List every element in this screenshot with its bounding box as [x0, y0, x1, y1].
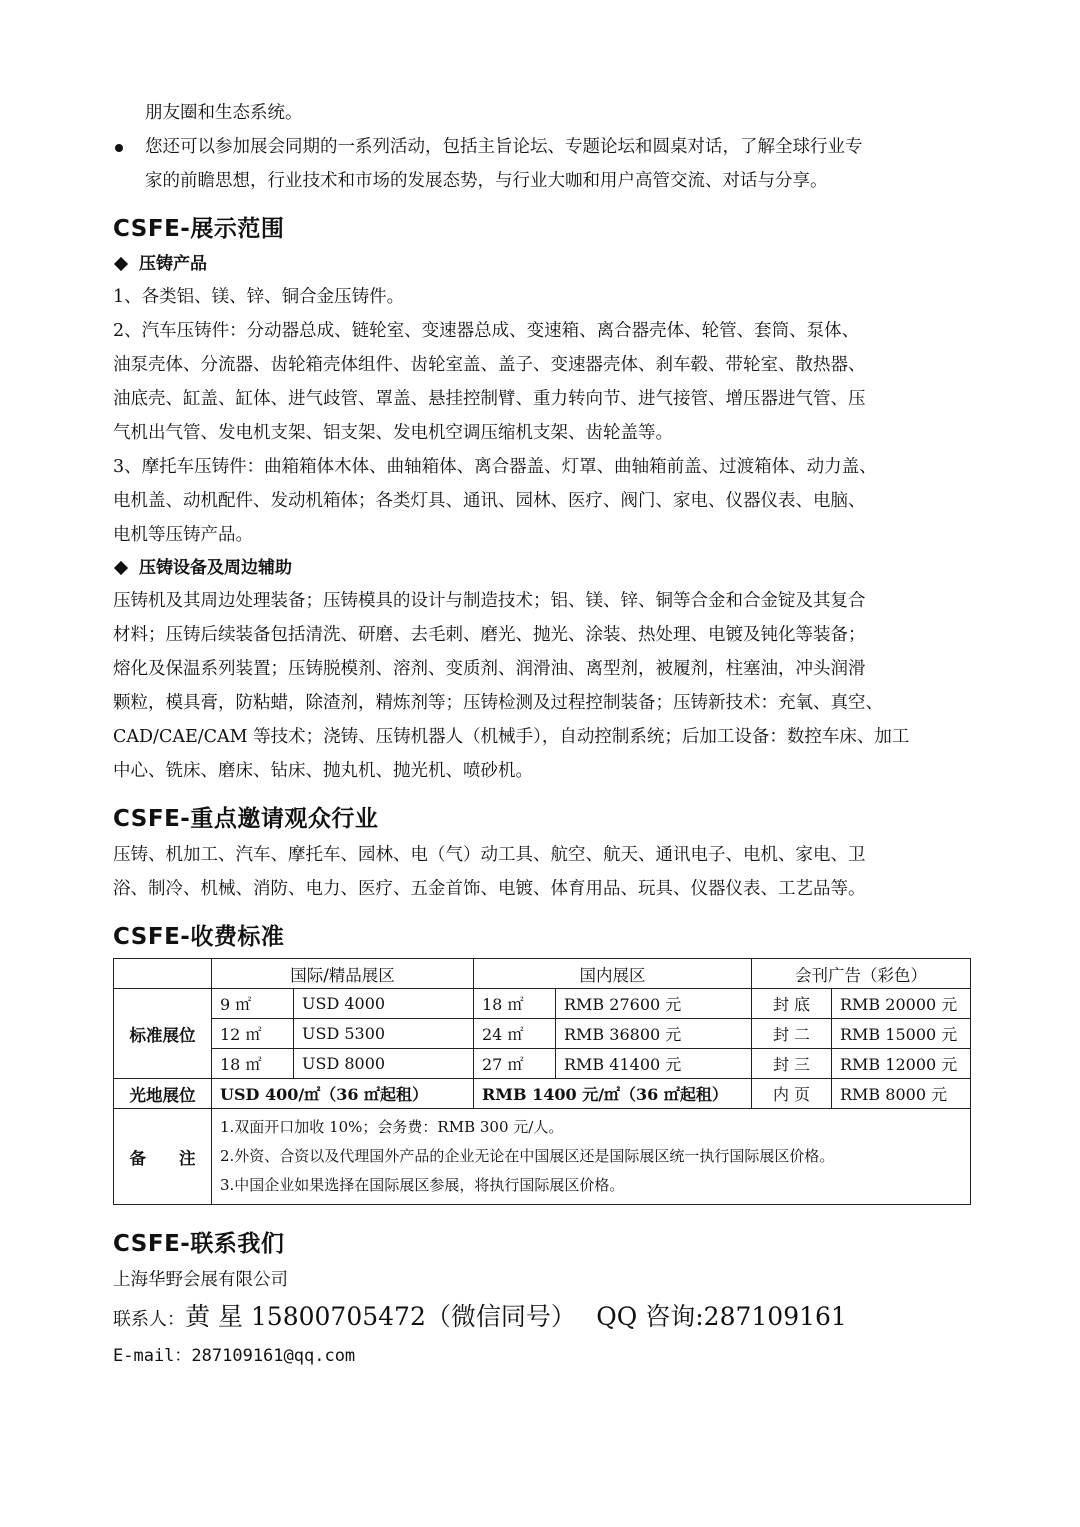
intro-bullet [113, 130, 970, 198]
fees-raw-ad-price: RMB 8000 元 [832, 1079, 971, 1109]
scope-products-line: 油底壳、缸盖、缸体、进气歧管、罩盖、悬挂控制臂、重力转向节、进气接管、增压器进气管、压 [113, 389, 866, 409]
table-cell: RMB 27600 元 [556, 989, 752, 1019]
table-cell: 18 ㎡ [474, 989, 556, 1019]
intro-bullet-line-2: 家的前瞻思想，行业技术和市场的发展态势，与行业大咖和用户高管交流、对话与分享。 [145, 171, 828, 191]
fees-note: 2.外资、合资以及代理国外产品的企业无论在中国展区还是国际展区统一执行国际展区价格。 [220, 1147, 835, 1165]
table-cell: 9 ㎡ [212, 989, 294, 1019]
contact-person-row [113, 1297, 970, 1340]
table-cell: RMB 12000 元 [832, 1049, 971, 1079]
diamond-icon [114, 561, 128, 575]
fees-raw-space-row [114, 1079, 971, 1109]
contact-person-label: 联系人： [113, 1309, 185, 1330]
table-row [114, 1049, 971, 1079]
table-cell: RMB 36800 元 [556, 1019, 752, 1049]
scope-products-line: 气机出气管、发电机支架、铝支架、发电机空调压缩机支架、齿轮盖等。 [113, 423, 673, 443]
audience-title: CSFE-重点邀请观众行业 [113, 806, 379, 832]
fees-raw-ad-position: 内 页 [752, 1079, 832, 1109]
scope-equipment-line: 压铸机及其周边处理装备；压铸模具的设计与制造技术；铝、镁、锌、铜等合金和合金锭及其复合 [113, 591, 866, 611]
table-row [114, 989, 971, 1019]
fees-raw-intl: USD 400/㎡（36 ㎡起租） [212, 1079, 474, 1109]
table-cell: RMB 20000 元 [832, 989, 971, 1019]
table-cell: 27 ㎡ [474, 1049, 556, 1079]
fees-note: 1.双面开口加收 10%；会务费：RMB 300 元/人。 [220, 1118, 564, 1136]
fees-title: CSFE-收费标准 [113, 924, 285, 950]
table-cell: 封 二 [752, 1019, 832, 1049]
table-cell: 24 ㎡ [474, 1019, 556, 1049]
fees-notes-label: 备 注 [114, 1109, 212, 1205]
fees-notes-row [114, 1109, 971, 1205]
scope-products-line: 电机等压铸产品。 [113, 525, 253, 545]
scope-subtitle-equipment [113, 552, 970, 584]
intro-line: 朋友圈和生态系统。 [145, 103, 303, 123]
document-page [113, 96, 970, 1372]
audience-line: 浴、制冷、机械、消防、电力、医疗、五金首饰、电镀、体育用品、玩具、仪器仪表、工艺品等。 [113, 879, 866, 899]
scope-title: CSFE-展示范围 [113, 216, 285, 242]
contact-company: 上海华野会展有限公司 [113, 1270, 288, 1290]
contact-email: E-mail：287109161@qq.com [113, 1346, 356, 1366]
fees-note: 3.中国企业如果选择在国际展区参展，将执行国际展区价格。 [220, 1176, 625, 1194]
scope-subtitle-equipment-text: 压铸设备及周边辅助 [139, 558, 292, 578]
table-cell: USD 4000 [294, 989, 474, 1019]
table-cell: USD 5300 [294, 1019, 474, 1049]
contact-person-line: 黄 星 15800705472（微信同号） QQ 咨询:287109161 [185, 1302, 847, 1331]
scope-products-line: 电机盖、动机配件、发动机箱体；各类灯具、通讯、园林、医疗、阀门、家电、仪器仪表、电脑、 [113, 491, 866, 511]
scope-equipment-line: 颗粒，模具膏，防粘蜡，除渣剂，精炼剂等；压铸检测及过程控制装备；压铸新技术：充氧、真空、 [113, 693, 883, 713]
scope-equipment-line: 中心、铣床、磨床、钻床、抛丸机、抛光机、喷砂机。 [113, 761, 533, 781]
table-cell: USD 8000 [294, 1049, 474, 1079]
scope-equipment-line: CAD/CAE/CAM 等技术；浇铸、压铸机器人（机械手），自动控制系统；后加工设备：数控车床、加工 [113, 727, 910, 747]
fees-header-row [114, 959, 971, 989]
scope-equipment-line: 熔化及保温系列装置；压铸脱模剂、溶剂、变质剂、润滑油、离型剂，被履剂，柱塞油，冲头润滑 [113, 659, 866, 679]
audience-line: 压铸、机加工、汽车、摩托车、园林、电（气）动工具、航空、航天、通讯电子、电机、家电、卫 [113, 845, 866, 865]
table-cell: 封 三 [752, 1049, 832, 1079]
scope-subtitle-products-text: 压铸产品 [139, 254, 207, 274]
fees-raw-label: 光地展位 [114, 1079, 212, 1109]
table-cell: RMB 15000 元 [832, 1019, 971, 1049]
table-row [114, 1019, 971, 1049]
intro-bullet-line-1: 您还可以参加展会同期的一系列活动，包括主旨论坛、专题论坛和圆桌对话，了解全球行业专 [145, 137, 863, 157]
contact-title: CSFE-联系我们 [113, 1231, 285, 1257]
table-cell: 封 底 [752, 989, 832, 1019]
fees-header-domestic: 国内展区 [474, 959, 752, 989]
scope-products-line: 3、摩托车压铸件：曲箱箱体木体、曲轴箱体、离合器盖、灯罩、曲轴箱前盖、过渡箱体、动力盖、 [113, 457, 877, 477]
fees-table [113, 958, 971, 1205]
fees-raw-domestic: RMB 1400 元/㎡（36 ㎡起租） [474, 1079, 752, 1109]
scope-products-line: 1、各类铝、镁、锌、铜合金压铸件。 [113, 287, 405, 307]
table-cell: 18 ㎡ [212, 1049, 294, 1079]
fees-header-corner [114, 959, 212, 989]
bullet-icon [115, 144, 123, 152]
fees-notes [212, 1109, 971, 1205]
table-cell: 12 ㎡ [212, 1019, 294, 1049]
table-cell: RMB 41400 元 [556, 1049, 752, 1079]
scope-equipment-line: 材料；压铸后续装备包括清洗、研磨、去毛刺、磨光、抛光、涂装、热处理、电镀及钝化等装备； [113, 625, 866, 645]
scope-products-line: 油泵壳体、分流器、齿轮箱壳体组件、齿轮室盖、盖子、变速器壳体、刹车毂、带轮室、散热器、 [113, 355, 866, 375]
scope-subtitle-products [113, 248, 970, 280]
scope-products-line: 2、汽车压铸件：分动器总成、链轮室、变速器总成、变速箱、离合器壳体、轮管、套筒、泵体、 [113, 321, 860, 341]
fees-header-intl: 国际/精品展区 [212, 959, 474, 989]
fees-header-ad: 会刊广告（彩色） [752, 959, 971, 989]
fees-standard-label: 标准展位 [114, 989, 212, 1079]
diamond-icon [114, 257, 128, 271]
